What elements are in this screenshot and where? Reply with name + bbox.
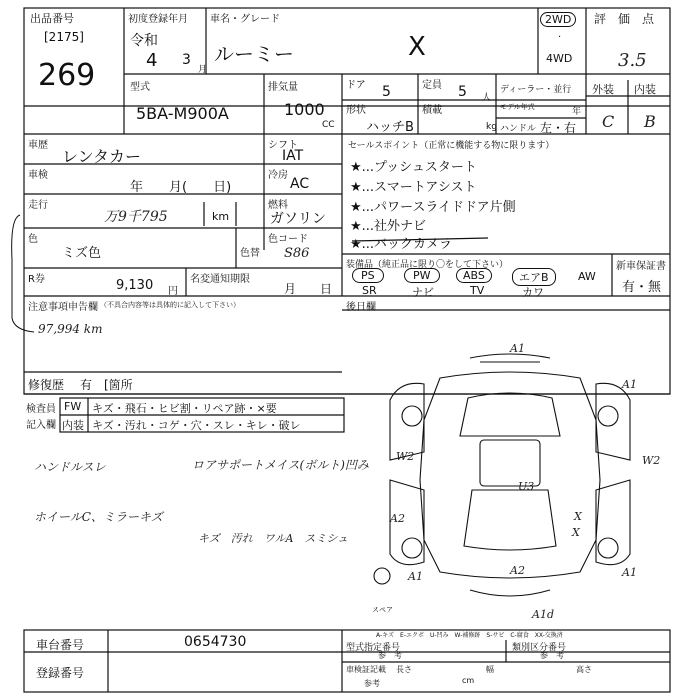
interior-label: 内装 — [634, 83, 656, 96]
model-label: 型式 — [130, 82, 150, 93]
ac: AC — [290, 176, 310, 192]
fuel: ガソリン — [270, 211, 326, 227]
sales-point: ★...パワースライドドア片側 — [350, 200, 516, 215]
shift: IAT — [282, 148, 304, 164]
spare-label: スペア — [372, 606, 393, 614]
handle-label: ハンドル — [500, 124, 537, 134]
sales-title: セールスポイント（正常に機能する物に限ります） — [348, 141, 555, 151]
drive-dot: · — [558, 32, 562, 43]
damage-mark: A1 — [622, 566, 637, 579]
warranty: 有・無 — [622, 280, 662, 295]
damage-mark: X — [574, 510, 582, 523]
color-change-label: 色替 — [240, 248, 260, 259]
rating-label: 評 価 点 — [594, 12, 655, 26]
name-change-label: 名変通知期限 — [190, 274, 250, 285]
load-label: 積載 — [422, 105, 442, 116]
inspector-label-2: 記入欄 — [26, 420, 56, 431]
equip-pw: PW — [404, 268, 440, 283]
lot-code: [2175] — [44, 30, 84, 44]
repair-value: 有 [箇所 — [80, 378, 133, 392]
km-unit: km — [212, 210, 230, 223]
after-label: 後日欄 — [346, 302, 376, 313]
lot-number: 269 — [38, 58, 96, 93]
damage-mark: X — [572, 526, 580, 539]
month-unit: 月 — [198, 65, 208, 75]
car-name: ルーミー — [214, 42, 294, 66]
name-grade-label: 車名・グレード — [210, 14, 280, 25]
damage-mark: U3 — [518, 480, 535, 493]
ref-2: 参 考 — [540, 651, 564, 660]
sales-point: ★...スマートアシスト — [350, 180, 477, 195]
recycle-label: R券 — [28, 274, 45, 285]
remarks-sub: （不具合内容等は具体的に記入して下さい） — [100, 301, 240, 309]
equip-aw: AW — [578, 270, 596, 283]
sales-point: ★...社外ナビ — [350, 219, 427, 234]
shape: ハッチB — [366, 120, 414, 135]
drive-2wd: 2WD — [540, 12, 576, 27]
equip-tv: TV — [470, 284, 485, 297]
warranty-label: 新車保証書 — [616, 261, 666, 272]
equipment-title: 装備品（純正品に限り〇をして下さい） — [346, 260, 509, 270]
recycle: 9,130 — [116, 278, 154, 293]
equip-leather: カワ — [522, 286, 544, 299]
ref-1: 参 考 — [378, 651, 402, 660]
reg-year: 4 — [146, 50, 158, 71]
damage-mark: A2 — [390, 512, 405, 525]
damage-mark: A2 — [510, 564, 525, 577]
interior-grade: B — [644, 112, 656, 131]
year-unit: 年 — [572, 107, 582, 117]
inspection-label: 車検 — [28, 170, 48, 181]
height: 高さ — [576, 665, 592, 674]
history: レンタカー — [62, 147, 141, 166]
shift-label: シフト — [268, 140, 298, 151]
era: 令和 — [130, 33, 158, 49]
cm-unit: cm — [462, 676, 475, 685]
drive-4wd: 4WD — [546, 52, 573, 65]
lot-label: 出品番号 — [30, 12, 74, 25]
capacity-label: 定員 — [422, 80, 442, 91]
hand-note: ホイールC、ミラーキズ — [34, 510, 163, 524]
hand-note: キズ 汚れ ワルA スミシュ — [198, 532, 349, 545]
first-reg-label: 初度登録年月 — [128, 14, 188, 25]
chassis-number: 0654730 — [184, 634, 247, 650]
model-ref-label: 型式指定番号 — [346, 643, 401, 653]
hand-note: ハンドルスレ — [34, 460, 106, 474]
reg-month: 3 — [182, 52, 191, 68]
damage-mark: A1 — [510, 342, 525, 355]
cc-unit: CC — [322, 120, 335, 130]
chassis-label: 車台番号 — [36, 638, 85, 652]
reg-number-label: 登録番号 — [36, 666, 85, 680]
color-code: S86 — [284, 246, 310, 261]
width: 幅 — [486, 665, 494, 674]
inspector-fw-label: FW — [64, 400, 82, 413]
yen-unit: 円 — [168, 286, 178, 297]
color-label: 色 — [28, 234, 38, 245]
inspector-fw: キズ・飛石・ヒビ割・リペア跡・×要 — [92, 402, 277, 415]
length-label: 車検証記載 — [346, 665, 386, 674]
inspector-interior-label: 内装 — [62, 419, 84, 432]
shape-label: 形状 — [346, 105, 366, 116]
doors: 5 — [382, 84, 391, 100]
damage-mark: A1d — [532, 608, 554, 620]
inspection: 年 月( 日) — [130, 180, 232, 195]
capacity: 5 — [458, 84, 467, 100]
dealer-label: ディーラー・並行 — [500, 85, 572, 95]
remarks-text: 97,994 km — [38, 322, 103, 336]
equip-abs: ABS — [456, 268, 492, 283]
history-label: 車歴 — [28, 140, 48, 151]
exterior-label: 外装 — [592, 83, 614, 96]
exterior-grade: C — [602, 112, 615, 131]
grade: X — [408, 32, 426, 62]
mileage-label: 走行 — [28, 200, 48, 211]
color: ミズ色 — [62, 246, 102, 261]
model: 5BA-M900A — [136, 104, 229, 123]
damage-mark: W2 — [396, 450, 415, 463]
model-year-label: モデル年式 — [500, 103, 535, 111]
person-unit: 人 — [482, 93, 492, 103]
repair-label: 修復歴 — [28, 378, 65, 392]
equip-sr: SR — [362, 284, 377, 297]
damage-mark: A1 — [622, 378, 637, 391]
handle: 左・右 — [540, 121, 577, 135]
damage-mark: A1 — [408, 570, 423, 583]
remarks-label: 注意事項申告欄 — [28, 302, 98, 313]
sales-point: ★...バックカメラ — [350, 237, 453, 252]
hand-note: ロアサポートメイス(ボルト)凹み — [192, 458, 369, 472]
legend: A-キズ E-エクボ U-凹み W-補修跡 S-サビ C-腐食 XX-交換済 — [376, 632, 563, 639]
length: 長さ — [396, 665, 412, 674]
inspector-label-1: 検査員 — [26, 404, 56, 415]
name-change-value: 月 日 — [284, 282, 333, 296]
ac-label: 冷房 — [268, 170, 288, 181]
inspector-interior: キズ・汚れ・コゲ・穴・スレ・キレ・破レ — [92, 419, 301, 432]
kg-unit: kg — [486, 122, 497, 132]
fuel-label: 燃料 — [268, 200, 288, 211]
rating-score: 3.5 — [618, 50, 647, 71]
equip-airbag: エアB — [512, 268, 556, 286]
damage-mark: W2 — [642, 454, 660, 467]
color-code-label: 色コード — [268, 234, 308, 245]
equip-navi: ナビ — [412, 286, 434, 299]
class-ref-label: 類別区分番号 — [512, 643, 567, 653]
displacement-label: 排気量 — [268, 82, 298, 93]
mileage: 万9千795 — [104, 209, 168, 225]
sales-point: ★...プッシュスタート — [350, 160, 477, 175]
ref-3: 参考 — [364, 679, 380, 688]
car-damage-diagram — [360, 340, 660, 620]
displacement: 1000 — [284, 100, 325, 119]
equip-ps: PS — [352, 268, 384, 283]
doors-label: ドア — [346, 80, 366, 91]
